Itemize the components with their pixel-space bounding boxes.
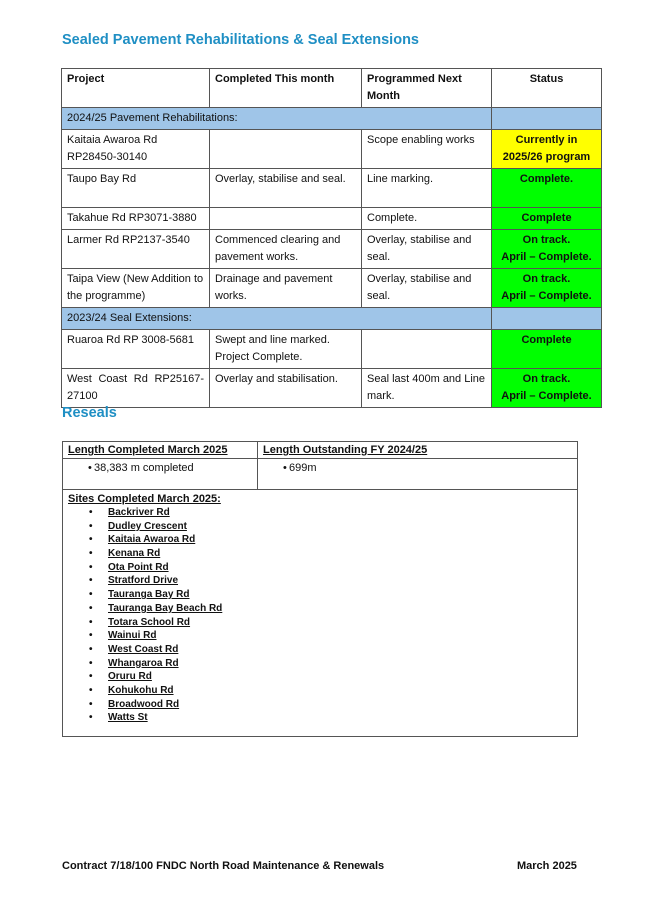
programmed-cell: Line marking.	[362, 169, 492, 208]
reseals-header-row	[63, 442, 577, 459]
reseals-table	[62, 441, 578, 737]
site-name: Kohukohu Rd	[108, 684, 174, 696]
group-label: 2024/25 Pavement Rehabilitations:	[62, 108, 492, 130]
bullet-icon: •	[89, 684, 93, 696]
header-status: Status	[492, 69, 602, 108]
project-cell: Taupo Bay Rd	[62, 169, 210, 208]
bullet-icon: •	[89, 698, 93, 710]
group-row	[62, 108, 602, 130]
bullet-icon: •	[88, 462, 92, 474]
header-project: Project	[62, 69, 210, 108]
status-line: April – Complete.	[501, 290, 592, 302]
completed-cell: Overlay and stabilisation.	[210, 369, 362, 408]
site-name: Kaitaia Awaroa Rd	[108, 534, 196, 546]
list-item	[89, 643, 577, 657]
site-name: Dudley Crescent	[108, 520, 187, 532]
site-name: Wainui Rd	[108, 630, 157, 642]
completed-cell	[210, 330, 362, 369]
length-outstanding-cell	[258, 459, 577, 489]
group-label: 2023/24 Seal Extensions:	[62, 308, 492, 330]
programmed-cell: Scope enabling works	[362, 130, 492, 169]
list-item	[89, 698, 577, 712]
sites-title: Sites Completed March 2025:	[68, 493, 221, 505]
table-row	[62, 130, 602, 169]
status-line: April – Complete.	[501, 390, 592, 402]
completed-cell: Overlay, stabilise and seal.	[210, 169, 362, 208]
bullet-icon: •	[89, 630, 93, 642]
completed-cell: Drainage and pavement works.	[210, 269, 362, 308]
status-cell	[492, 130, 602, 169]
length-completed-cell	[63, 459, 258, 489]
site-name: Ota Point Rd	[108, 561, 169, 573]
project-line: West Coast Rd RP25167-	[67, 373, 204, 385]
status-line: On track.	[522, 273, 571, 285]
list-item	[89, 629, 577, 643]
table-row	[62, 169, 602, 208]
site-name: Whangaroa Rd	[108, 657, 179, 669]
status-cell	[492, 369, 602, 408]
list-item	[89, 657, 577, 671]
bullet-icon: •	[89, 671, 93, 683]
site-name: Kenana Rd	[108, 548, 161, 560]
site-name: Tauranga Bay Beach Rd	[108, 602, 223, 614]
list-item	[89, 711, 577, 725]
site-name: West Coast Rd	[108, 643, 179, 655]
project-cell: Kaitaia Awaroa Rd RP28450-30140	[62, 130, 210, 169]
length-completed-value: 38,383 m completed	[94, 462, 194, 474]
length-outstanding-header: Length Outstanding FY 2024/25	[263, 444, 428, 456]
table-row	[62, 369, 602, 408]
site-name: Totara School Rd	[108, 616, 191, 628]
list-item	[89, 574, 577, 588]
bullet-icon: •	[89, 712, 93, 724]
section-title-reseals: Reseals	[62, 405, 117, 421]
status-cell: Complete	[492, 330, 602, 369]
table-row	[62, 330, 602, 369]
footer-date: March 2025	[517, 860, 577, 872]
length-completed-header: Length Completed March 2025	[63, 442, 258, 458]
site-name: Tauranga Bay Rd	[108, 589, 190, 601]
list-item	[89, 520, 577, 534]
project-cell: Larmer Rd RP2137-3540	[62, 230, 210, 269]
header-programmed: Programmed Next Month	[362, 69, 492, 108]
bullet-icon: •	[283, 462, 287, 474]
sites-list	[63, 506, 577, 725]
site-name: Watts St	[108, 712, 148, 724]
project-cell	[62, 369, 210, 408]
site-name: Broadwood Rd	[108, 698, 180, 710]
table-row	[62, 230, 602, 269]
project-cell: Ruaroa Rd RP 3008-5681	[62, 330, 210, 369]
completed-line: Swept and line marked.	[215, 334, 330, 346]
list-item	[89, 506, 577, 520]
status-cell	[492, 230, 602, 269]
bullet-icon: •	[89, 589, 93, 601]
list-item	[89, 588, 577, 602]
list-item	[89, 670, 577, 684]
programmed-cell: Overlay, stabilise and seal.	[362, 230, 492, 269]
bullet-icon: •	[89, 602, 93, 614]
list-item	[89, 616, 577, 630]
programmed-cell: Seal last 400m and Line mark.	[362, 369, 492, 408]
bullet-icon: •	[89, 548, 93, 560]
status-cell	[492, 269, 602, 308]
list-item	[89, 561, 577, 575]
status-line: 2025/26 program	[502, 151, 591, 163]
project-cell: Takahue Rd RP3071-3880	[62, 208, 210, 230]
footer-contract: Contract 7/18/100 FNDC North Road Maintenance & Renewals	[62, 860, 385, 872]
status-line: On track.	[522, 373, 571, 385]
bullet-icon: •	[89, 616, 93, 628]
section-title-rehab: Sealed Pavement Rehabilitations & Seal Extensions	[62, 32, 419, 48]
bullet-icon: •	[89, 575, 93, 587]
bullet-icon: •	[89, 534, 93, 546]
list-item	[89, 684, 577, 698]
table-row	[62, 208, 602, 230]
group-row	[62, 308, 602, 330]
completed-cell	[210, 130, 362, 169]
status-line: April – Complete.	[501, 251, 592, 263]
length-outstanding-value: 699m	[289, 462, 317, 474]
status-cell: Complete	[492, 208, 602, 230]
rehab-table	[61, 68, 602, 408]
status-line: On track.	[522, 234, 571, 246]
status-line: Currently in	[515, 134, 578, 146]
status-cell: Complete.	[492, 169, 602, 208]
project-line: 27100	[67, 390, 98, 402]
bullet-icon: •	[89, 643, 93, 655]
list-item	[89, 602, 577, 616]
header-completed: Completed This month	[210, 69, 362, 108]
completed-cell: Commenced clearing and pavement works.	[210, 230, 362, 269]
table-row	[62, 269, 602, 308]
reseals-values-row	[63, 459, 577, 490]
site-name: Stratford Drive	[108, 575, 179, 587]
site-name: Backriver Rd	[108, 507, 170, 518]
bullet-icon: •	[89, 657, 93, 669]
programmed-cell: Overlay, stabilise and seal.	[362, 269, 492, 308]
project-cell: Taipa View (New Addition to the programme)	[62, 269, 210, 308]
site-name: Oruru Rd	[108, 671, 152, 683]
completed-line: Project Complete.	[215, 351, 303, 363]
bullet-icon: •	[89, 520, 93, 532]
programmed-cell: Complete.	[362, 208, 492, 230]
completed-cell	[210, 208, 362, 230]
table-header-row	[62, 69, 602, 108]
list-item	[89, 533, 577, 547]
programmed-cell	[362, 330, 492, 369]
bullet-icon: •	[89, 561, 93, 573]
bullet-icon: •	[89, 507, 93, 518]
list-item	[89, 547, 577, 561]
